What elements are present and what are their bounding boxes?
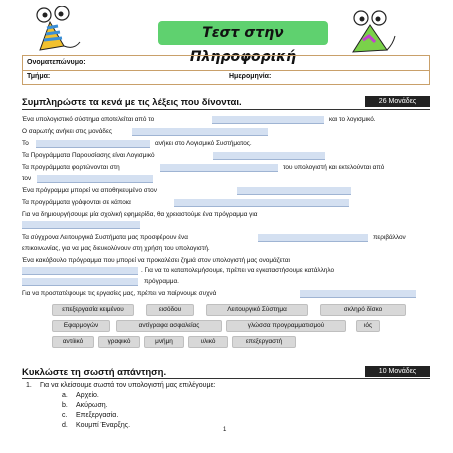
sentence-10-start: Ένα κακόβουλο πρόγραμμα που μπορεί να προκαλέσει ζημιά στον υπολογιστή μας ονομάζεται [22,257,290,264]
blank-8[interactable] [174,199,349,207]
page-title: Τεστ στην Πληροφορική [158,21,328,45]
option-b[interactable]: Ακύρωση. [76,402,108,409]
section1-title: Συμπληρώστε τα κενά με τις λέξεις που δίνονται. [22,97,242,108]
word-chip[interactable]: επεξεργασία κειμένου [52,304,134,316]
blank-6[interactable] [37,175,153,183]
option-a[interactable]: Αρχείο. [76,392,99,399]
mouse-mascot-right-icon [345,10,397,56]
section1-divider [22,109,430,110]
sentence-6-start: Ένα πρόγραμμα μπορεί να αποθηκευμένο στον [22,187,157,194]
word-chip[interactable]: γλώσσα προγραμματισμού [226,320,346,332]
sentence-3-end: ανήκει στο Λογισμικό Συστήματος. [155,140,252,147]
sentence-9-start: Τα σύγχρονα Λειτουργικά Συστήματα μας προσφέρουν ένα [22,234,188,241]
page-number: 1 [223,427,227,433]
blank-11[interactable] [22,267,138,275]
sentence-10-end: πρόγραμμα. [144,278,179,285]
mouse-mascot-left-icon [34,6,84,54]
sentence-1-end: και το λογισμικό. [329,116,376,123]
sentence-4-start: Τα Προγράμματα Παρουσίασης είναι Λογισμικό [22,152,155,159]
sentence-9-wrap: επικοινωνίας, για να μας διευκολύνουν στη χρήση του υπολογιστή. [22,245,210,252]
word-chip[interactable]: Λειτουργικό Σύστημα [206,304,308,316]
word-chip[interactable]: αντιϊικό [52,336,94,348]
section2-points-badge: 10 Μονάδες [365,366,430,377]
question-text: Για να κλείσουμε σωστά τον υπολογιστή μας επιλέγουμε: [40,382,216,389]
class-label: Τμήμα: [27,73,51,80]
section2-divider [22,378,430,379]
option-letter: d. [62,422,68,429]
sentence-5-wrap: τον [22,175,32,182]
word-chip[interactable]: ιός [356,320,380,332]
sentence-8-start: Για να δημιουργήσουμε μία σχολική εφημερίδα, θα χρειαστούμε ένα πρόγραμμα για [22,211,258,218]
sentence-5-start: Τα προγράμματα φορτώνονται στη [22,164,120,171]
option-letter: b. [62,402,68,409]
blank-2[interactable] [132,128,268,136]
option-letter: a. [62,392,68,399]
blank-12[interactable] [22,278,138,286]
option-d[interactable]: Κουμπί Έναρξης. [76,422,131,429]
sentence-7-start: Τα προγράμματα γράφονται σε κάποια [22,199,131,206]
sentence-1-start: Ένα υπολογιστικό σύστημα αποτελείται από το [22,116,155,123]
option-letter: c. [62,412,68,419]
sentence-3-start: Το [22,140,29,147]
option-c[interactable]: Επεξεργασία. [76,412,119,419]
name-label: Ονοματεπώνυμο: [27,59,86,66]
word-chip[interactable]: επεξεργαστή [232,336,296,348]
sentence-10-mid: . Για να το καταπολεμήσουμε, πρέπει να εγκαταστήσουμε κατάλληλο [141,267,335,274]
sentence-2-start: Ο σαρωτής ανήκει στις μονάδες [22,128,112,135]
blank-3[interactable] [36,140,150,148]
word-chip[interactable]: εισόδου [146,304,194,316]
section2-title: Κυκλώστε τη σωστή απάντηση. [22,367,167,378]
student-info-table [22,55,430,85]
blank-5[interactable] [160,164,278,172]
date-label: Ημερομηνία: [229,73,272,80]
word-chip[interactable]: γραφικό [98,336,140,348]
word-chip[interactable]: μνήμη [144,336,184,348]
blank-10[interactable] [258,234,368,242]
word-chip[interactable]: αντίγραφα ασφαλείας [116,320,222,332]
word-chip[interactable]: σκληρό δίσκο [320,304,406,316]
question-number: 1. [26,382,32,389]
blank-9[interactable] [22,221,140,229]
blank-7[interactable] [237,187,351,195]
word-chip[interactable]: υλικό [188,336,228,348]
section1-points-badge: 26 Μονάδες [365,96,430,107]
sentence-11-start: Για να προστατέψουμε τις εργασίες μας, πρέπει να παίρνουμε συχνά [22,290,217,297]
word-chip[interactable]: Εφαρμογών [52,320,110,332]
blank-1[interactable] [212,116,324,124]
sentence-5-mid: του υπολογιστή και εκτελούνται από [283,164,385,171]
blank-4[interactable] [213,152,325,160]
blank-13[interactable] [300,290,416,298]
sentence-9-end: περιβάλλον [373,234,406,241]
